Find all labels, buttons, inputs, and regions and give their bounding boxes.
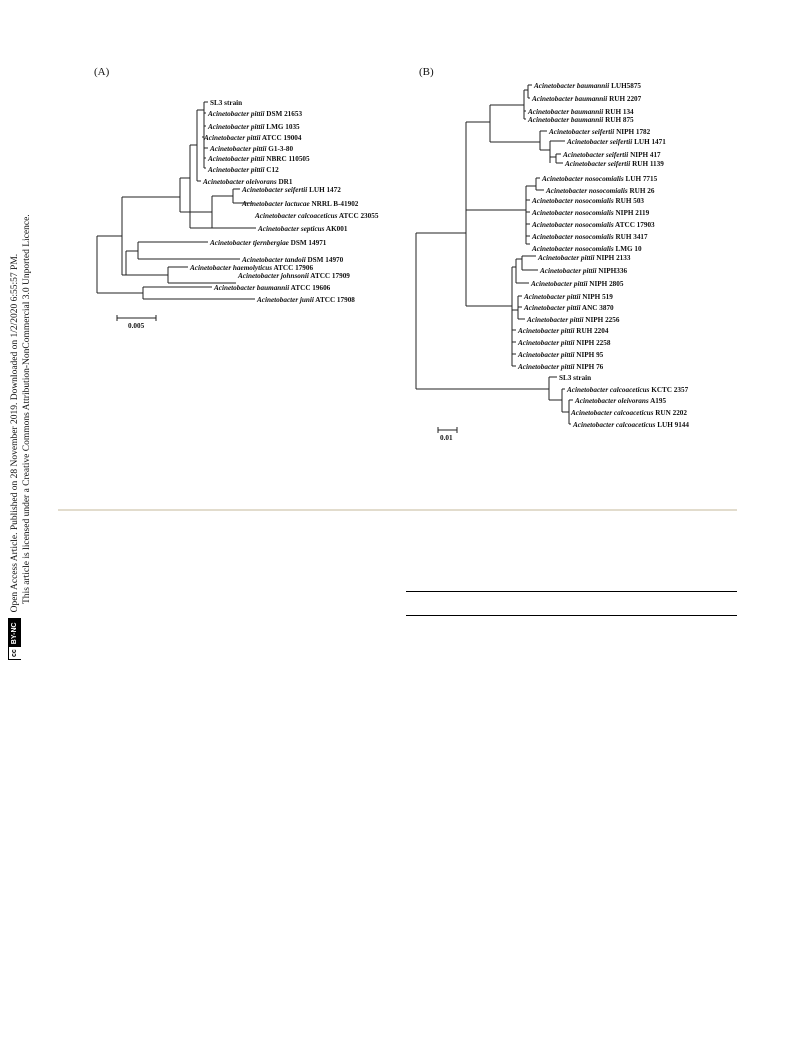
leaf-b-13-genus: Acinetobacter nosocomialis — [532, 233, 614, 241]
svg-text:Acinetobacter nosocomialis ATC — [531, 221, 655, 229]
svg-text:Acinetobacter nosocomialis NIP — [531, 209, 650, 217]
tree-b-scale — [438, 427, 457, 442]
leaf-b-23-genus: Acinetobacter pittii — [518, 351, 575, 359]
table-top-rule — [406, 591, 737, 592]
svg-text:Acinetobacter baumannii RUH 22 — [531, 95, 642, 103]
scale-a-label: 0.005 — [128, 322, 145, 330]
svg-text:Acinetobacter pittii ATCC 1900 — [203, 134, 302, 142]
svg-text:Acinetobacter pittii NIPH 2258 — [517, 339, 611, 347]
leaf-a-16-genus: Acinetobacter baumannii — [214, 284, 290, 292]
leaf-b-5-genus: Acinetobacter seifertii — [567, 138, 633, 146]
leaf-a-5-strain: NBRC 110505 — [264, 155, 310, 163]
cc-license-badge[interactable] — [8, 618, 21, 660]
leaf-a-10-genus: Acinetobacter calcoaceticus — [255, 212, 338, 220]
svg-text:Acinetobacter calcoaceticus RU — [570, 409, 687, 417]
leaf-b-0-strain: LUH5875 — [609, 82, 642, 90]
leaf-b-28-genus: Acinetobacter calcoaceticus — [571, 409, 654, 417]
leaf-b-21-strain: RUH 2204 — [574, 327, 609, 335]
leaf-b-9-strain: RUH 26 — [627, 187, 655, 195]
panel-b-label: (B) — [419, 66, 434, 78]
leaf-b-4-genus: Acinetobacter seifertii — [549, 128, 615, 136]
leaf-b-14-genus: Acinetobacter nosocomialis — [532, 245, 614, 253]
svg-text:Acinetobacter pittii LMG 1035 — [207, 123, 300, 131]
tree-a-leaves — [189, 99, 379, 304]
leaf-a-15-genus: Acinetobacter johnsonii — [238, 272, 309, 280]
leaf-b-28-strain: RUN 2202 — [653, 409, 687, 417]
svg-text:Acinetobacter calcoaceticus LU — [572, 421, 689, 429]
leaf-b-9-genus: Acinetobacter nosocomialis — [546, 187, 628, 195]
svg-text:Acinetobacter baumannii LUH587 — [533, 82, 641, 90]
leaf-b-15-genus: Acinetobacter pittii — [538, 254, 595, 262]
leaf-a-17-strain: ATCC 17908 — [313, 296, 355, 304]
leaf-a-11-genus: Acinetobacter septicus — [258, 225, 325, 233]
svg-text:Acinetobacter haemolyticus ATC — [189, 264, 313, 272]
svg-text:SL3 strain — [559, 374, 591, 382]
svg-text:Acinetobacter seifertii NIPH 4 — [562, 151, 661, 159]
leaf-b-29-strain: LUH 9144 — [655, 421, 689, 429]
leaf-a-1-genus: Acinetobacter pittii — [208, 110, 265, 118]
svg-text:Acinetobacter pittii NBRC 1105 — [207, 155, 310, 163]
leaf-b-4-strain: NIPH 1782 — [614, 128, 651, 136]
leaf-b-2-genus: Acinetobacter baumannii — [528, 108, 604, 116]
table-header-rule — [406, 615, 737, 616]
svg-text:Acinetobacter junii ATCC 17908 — [256, 296, 355, 304]
cc-badge-right: BY-NC — [9, 619, 21, 647]
leaf-a-2-genus: Acinetobacter pittii — [208, 123, 265, 131]
tree-a-scale — [117, 315, 156, 330]
leaf-b-24-genus: Acinetobacter pittii — [518, 363, 575, 371]
svg-text:Acinetobacter pittii DSM 21653 — [207, 110, 302, 118]
leaf-a-7-genus: Acinetobacter oleivorans — [203, 178, 277, 186]
leaf-a-12-strain: DSM 14971 — [288, 239, 327, 247]
leaf-b-29-genus: Acinetobacter calcoaceticus — [573, 421, 656, 429]
leaf-b-6-genus: Acinetobacter seifertii — [563, 151, 629, 159]
leaf-a-14-strain: ATCC 17906 — [272, 264, 314, 272]
svg-text:Acinetobacter nosocomialis RUH — [531, 233, 648, 241]
leaf-b-16-strain: NIPH336 — [596, 267, 628, 275]
leaf-a-3-genus: Acinetobacter pittii — [204, 134, 261, 142]
leaf-b-1-strain: RUH 2207 — [607, 95, 642, 103]
cc-badge-left: cc — [9, 647, 21, 659]
svg-text:Acinetobacter lactucae NRRL B- — [241, 200, 359, 208]
svg-text:SL3 strain — [210, 99, 242, 107]
leaf-b-7-strain: RUH 1139 — [630, 160, 664, 168]
svg-text:Acinetobacter tjernbergiae DSM — [209, 239, 327, 247]
leaf-a-6-genus: Acinetobacter pittii — [208, 166, 265, 174]
svg-text:Acinetobacter pittii NIPH 2256 — [526, 316, 620, 324]
leaf-b-20-strain: NIPH 2256 — [583, 316, 620, 324]
svg-text:Acinetobacter oleivorans DR1 — [202, 178, 293, 186]
leaf-b-19-strain: ANC 3870 — [580, 304, 614, 312]
leaf-a-15-strain: ATCC 17909 — [308, 272, 350, 280]
leaf-a-11-strain: AK001 — [324, 225, 348, 233]
svg-text:Acinetobacter tandoii DSM 1497 — [241, 256, 344, 264]
svg-text:Acinetobacter oleivorans A195 — [574, 397, 666, 405]
leaf-a-5-genus: Acinetobacter pittii — [208, 155, 265, 163]
leaf-b-10-genus: Acinetobacter nosocomialis — [532, 197, 614, 205]
leaf-b-0-genus: Acinetobacter baumannii — [534, 82, 610, 90]
leaf-b-12-genus: Acinetobacter nosocomialis — [532, 221, 614, 229]
svg-text:Acinetobacter pittii NIPH 95 — [517, 351, 604, 359]
section-divider — [58, 509, 737, 511]
leaf-b-11-genus: Acinetobacter nosocomialis — [532, 209, 614, 217]
leaf-b-17-strain: NIPH 2805 — [587, 280, 624, 288]
svg-text:Acinetobacter calcoaceticus AT — [254, 212, 379, 220]
leaf-a-4-genus: Acinetobacter pittii — [210, 145, 267, 153]
leaf-b-27-strain: A195 — [648, 397, 667, 405]
leaf-a-9-strain: NRRL B-41902 — [309, 200, 359, 208]
svg-text:Acinetobacter septicus AK001 — [257, 225, 348, 233]
leaf-a-0-strain: SL3 strain — [210, 99, 243, 107]
svg-text:Acinetobacter baumannii RUH 13 — [527, 108, 634, 116]
leaf-b-18-strain: NIPH 519 — [580, 293, 613, 301]
svg-text:Acinetobacter baumannii RUH 87 — [527, 116, 634, 124]
leaf-b-26-strain: KCTC 2357 — [649, 386, 689, 394]
svg-text:Acinetobacter seifertii LUH 14 — [241, 186, 341, 194]
scale-b-label: 0.01 — [440, 434, 453, 442]
leaf-b-24-strain: NIPH 76 — [574, 363, 604, 371]
tree-b-leaves — [517, 82, 689, 429]
leaf-a-8-strain: LUH 1472 — [307, 186, 341, 194]
leaf-b-23-strain: NIPH 95 — [574, 351, 604, 359]
svg-text:Acinetobacter calcoaceticus KC — [566, 386, 689, 394]
leaf-b-20-genus: Acinetobacter pittii — [527, 316, 584, 324]
leaf-a-9-genus: Acinetobacter lactucae — [242, 200, 310, 208]
leaf-b-3-genus: Acinetobacter baumannii — [528, 116, 604, 124]
leaf-b-3-strain: RUH 875 — [603, 116, 634, 124]
svg-text:Acinetobacter seifertii NIPH 1 — [548, 128, 651, 136]
leaf-b-19-genus: Acinetobacter pittii — [524, 304, 581, 312]
svg-text:Acinetobacter nosocomialis LUH — [541, 175, 658, 183]
svg-text:Acinetobacter nosocomialis RUH — [545, 187, 655, 195]
leaf-b-21-genus: Acinetobacter pittii — [518, 327, 575, 335]
leaf-b-22-genus: Acinetobacter pittii — [518, 339, 575, 347]
svg-text:Acinetobacter nosocomialis RUH — [531, 197, 644, 205]
leaf-b-17-genus: Acinetobacter pittii — [531, 280, 588, 288]
leaf-a-2-strain: LMG 1035 — [264, 123, 300, 131]
leaf-b-18-genus: Acinetobacter pittii — [524, 293, 581, 301]
svg-text:Acinetobacter pittii NIPH336 — [539, 267, 627, 275]
sidebar-line-2[interactable]: This article is licensed under a Creative Commons Attribution-NonCommercial 3.0 Unported Licence. — [22, 214, 32, 604]
leaf-a-13-strain: DSM 14970 — [305, 256, 344, 264]
svg-text:Acinetobacter pittii ANC 3870 — [523, 304, 614, 312]
svg-text:Acinetobacter johnsonii ATCC 1 — [237, 272, 350, 280]
svg-text:Acinetobacter pittii G1-3-80 — [209, 145, 293, 153]
leaf-b-13-strain: RUH 3417 — [613, 233, 648, 241]
leaf-a-6-strain: C12 — [264, 166, 279, 174]
leaf-a-4-strain: G1-3-80 — [266, 145, 294, 153]
open-access-notice: Open Access Article. Published on 28 November 2019. Downloaded on 1/2/2020 6:55:57 PM. — [9, 253, 20, 613]
svg-text:Acinetobacter pittii NIPH 76 — [517, 363, 604, 371]
leaf-b-12-strain: ATCC 17903 — [613, 221, 655, 229]
leaf-a-7-strain: DR1 — [276, 178, 293, 186]
leaf-b-7-genus: Acinetobacter seifertii — [565, 160, 631, 168]
leaf-b-2-strain: RUH 134 — [603, 108, 634, 116]
leaf-a-1-strain: DSM 21653 — [264, 110, 303, 118]
leaf-b-15-strain: NIPH 2133 — [594, 254, 631, 262]
leaf-b-10-strain: RUH 503 — [613, 197, 645, 205]
svg-text:Acinetobacter seifertii LUH 14 — [566, 138, 666, 146]
svg-text:Acinetobacter pittii C12 — [207, 166, 279, 174]
leaf-b-5-strain: LUH 1471 — [632, 138, 666, 146]
leaf-b-1-genus: Acinetobacter baumannii — [532, 95, 608, 103]
leaf-a-13-genus: Acinetobacter tandoii — [242, 256, 306, 264]
leaf-b-11-strain: NIPH 2119 — [613, 209, 650, 217]
leaf-b-25-strain: SL3 strain — [559, 374, 592, 382]
leaf-b-27-genus: Acinetobacter oleivorans — [575, 397, 649, 405]
leaf-a-14-genus: Acinetobacter haemolyticus — [190, 264, 273, 272]
leaf-b-8-strain: LUH 7715 — [623, 175, 658, 183]
svg-text:Acinetobacter pittii NIPH 2805 — [530, 280, 624, 288]
leaf-b-26-genus: Acinetobacter calcoaceticus — [567, 386, 650, 394]
leaf-b-22-strain: NIPH 2258 — [574, 339, 611, 347]
leaf-a-10-strain: ATCC 23055 — [337, 212, 379, 220]
leaf-b-8-genus: Acinetobacter nosocomialis — [542, 175, 624, 183]
leaf-b-14-strain: LMG 10 — [613, 245, 642, 253]
leaf-a-17-genus: Acinetobacter junii — [257, 296, 314, 304]
svg-text:Acinetobacter pittii RUH 2204 — [517, 327, 609, 335]
svg-text:Acinetobacter pittii NIPH 519 — [523, 293, 613, 301]
leaf-b-6-strain: NIPH 417 — [628, 151, 661, 159]
svg-text:Acinetobacter pittii NIPH 2133 — [537, 254, 631, 262]
leaf-a-16-strain: ATCC 19606 — [289, 284, 331, 292]
svg-text:Acinetobacter seifertii RUH 11 — [564, 160, 664, 168]
svg-text:Acinetobacter baumannii ATCC 1 — [213, 284, 331, 292]
leaf-b-16-genus: Acinetobacter pittii — [540, 267, 597, 275]
leaf-a-8-genus: Acinetobacter seifertii — [242, 186, 308, 194]
leaf-a-12-genus: Acinetobacter tjernbergiae — [210, 239, 289, 247]
svg-text:Acinetobacter nosocomialis LMG — [531, 245, 642, 253]
panel-a-label: (A) — [94, 66, 110, 78]
leaf-a-3-strain: ATCC 19004 — [260, 134, 302, 142]
